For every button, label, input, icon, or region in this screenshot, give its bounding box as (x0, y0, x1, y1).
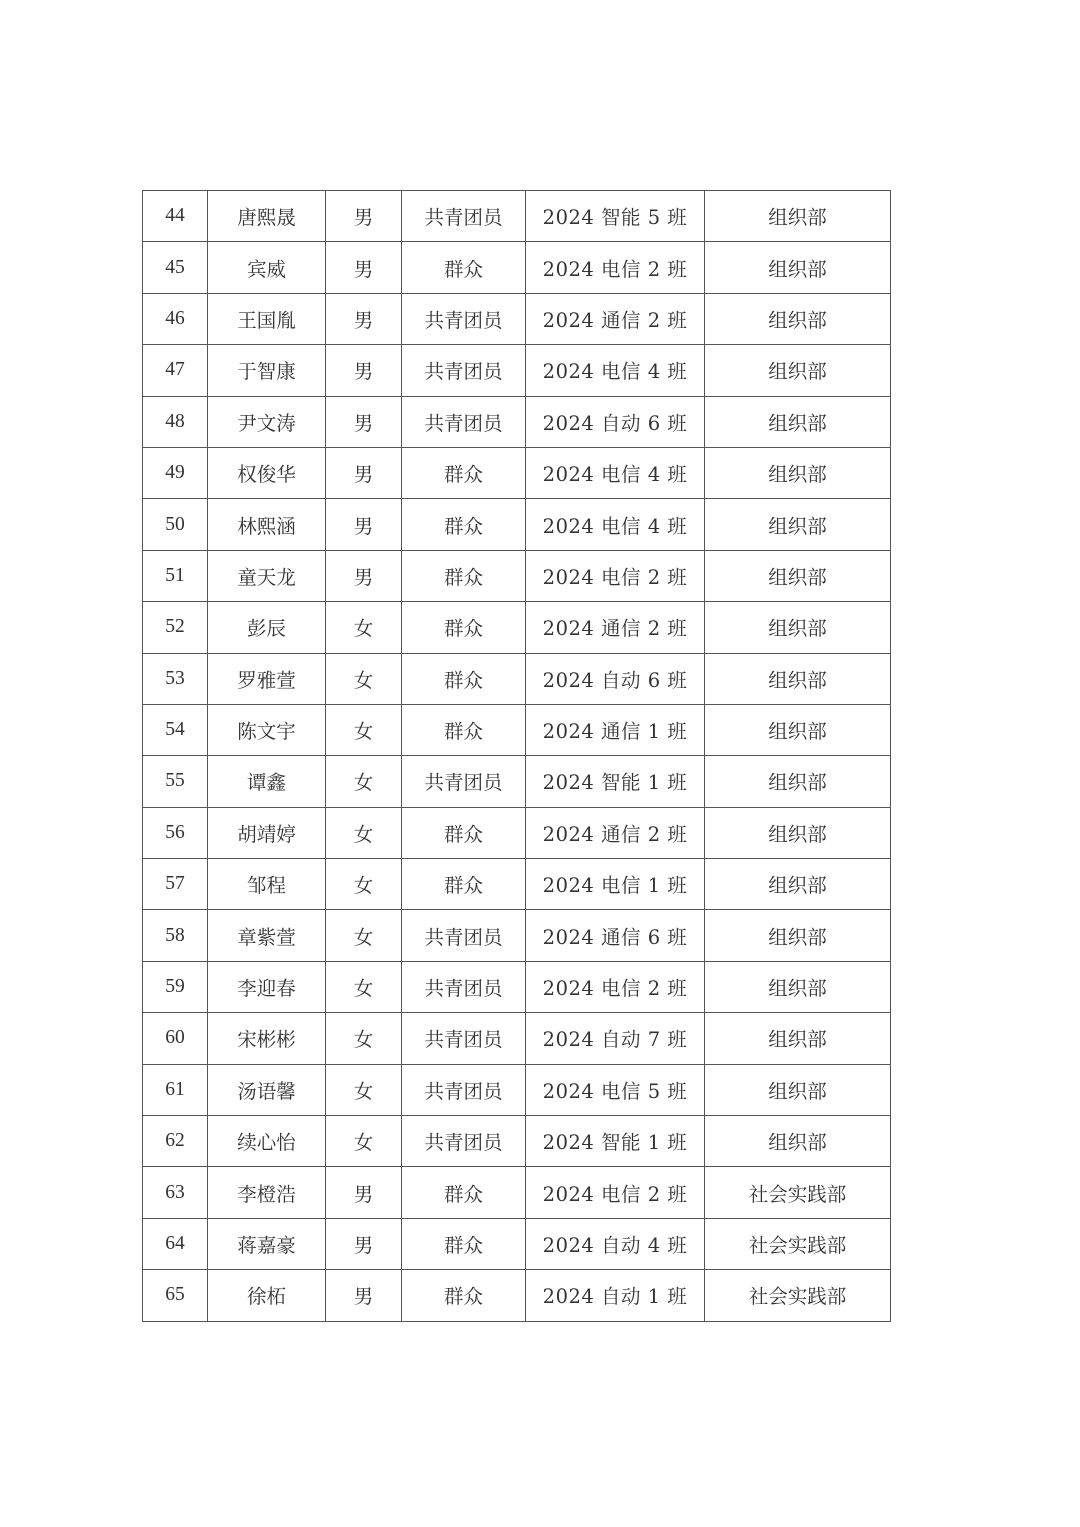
row-number: 56 (143, 807, 208, 858)
political-status: 群众 (402, 447, 526, 498)
row-number: 45 (143, 242, 208, 293)
member-department: 组织部 (705, 602, 891, 653)
table-row (143, 1064, 891, 1115)
member-name: 罗雅萱 (208, 653, 326, 704)
member-name: 彭辰 (208, 602, 326, 653)
member-department: 组织部 (705, 704, 891, 755)
member-gender: 男 (326, 242, 402, 293)
political-status: 共青团员 (402, 1116, 526, 1167)
member-department: 组织部 (705, 859, 891, 910)
member-name: 童天龙 (208, 550, 326, 601)
member-gender: 女 (326, 602, 402, 653)
member-gender: 男 (326, 550, 402, 601)
member-department: 组织部 (705, 1013, 891, 1064)
member-class: 2024 电信 4 班 (526, 345, 705, 396)
member-gender: 男 (326, 1167, 402, 1218)
political-status: 群众 (402, 550, 526, 601)
member-gender: 女 (326, 704, 402, 755)
member-class: 2024 电信 1 班 (526, 859, 705, 910)
member-class: 2024 自动 7 班 (526, 1013, 705, 1064)
political-status: 群众 (402, 602, 526, 653)
member-gender: 男 (326, 191, 402, 242)
political-status: 群众 (402, 242, 526, 293)
table-row (143, 550, 891, 601)
member-gender: 女 (326, 1064, 402, 1115)
member-gender: 女 (326, 961, 402, 1012)
member-name: 李迎春 (208, 961, 326, 1012)
member-gender: 男 (326, 1270, 402, 1321)
member-name: 宋彬彬 (208, 1013, 326, 1064)
member-class: 2024 智能 5 班 (526, 191, 705, 242)
member-department: 组织部 (705, 447, 891, 498)
member-class: 2024 电信 2 班 (526, 550, 705, 601)
member-department: 组织部 (705, 1116, 891, 1167)
member-name: 邹程 (208, 859, 326, 910)
member-name: 唐熙晟 (208, 191, 326, 242)
member-department: 组织部 (705, 345, 891, 396)
member-name: 徐柘 (208, 1270, 326, 1321)
member-name: 续心怡 (208, 1116, 326, 1167)
member-name: 王国胤 (208, 293, 326, 344)
political-status: 共青团员 (402, 1013, 526, 1064)
member-department: 组织部 (705, 242, 891, 293)
member-class: 2024 通信 2 班 (526, 293, 705, 344)
member-name: 权俊华 (208, 447, 326, 498)
member-name: 汤语馨 (208, 1064, 326, 1115)
member-class: 2024 自动 4 班 (526, 1218, 705, 1269)
row-number: 59 (143, 961, 208, 1012)
member-department: 组织部 (705, 756, 891, 807)
table-row (143, 447, 891, 498)
table-row (143, 345, 891, 396)
member-gender: 男 (326, 345, 402, 396)
political-status: 共青团员 (402, 396, 526, 447)
member-gender: 男 (326, 447, 402, 498)
table-row (143, 602, 891, 653)
member-gender: 男 (326, 499, 402, 550)
row-number: 62 (143, 1116, 208, 1167)
member-class: 2024 通信 6 班 (526, 910, 705, 961)
member-class: 2024 自动 6 班 (526, 396, 705, 447)
member-class: 2024 电信 5 班 (526, 1064, 705, 1115)
row-number: 47 (143, 345, 208, 396)
political-status: 群众 (402, 653, 526, 704)
member-department: 组织部 (705, 910, 891, 961)
member-class: 2024 自动 6 班 (526, 653, 705, 704)
table-row (143, 756, 891, 807)
political-status: 群众 (402, 807, 526, 858)
political-status: 共青团员 (402, 293, 526, 344)
row-number: 49 (143, 447, 208, 498)
row-number: 60 (143, 1013, 208, 1064)
row-number: 64 (143, 1218, 208, 1269)
table-row (143, 242, 891, 293)
political-status: 群众 (402, 1218, 526, 1269)
table-row (143, 653, 891, 704)
member-class: 2024 通信 1 班 (526, 704, 705, 755)
row-number: 55 (143, 756, 208, 807)
roster-body (143, 191, 891, 1322)
member-class: 2024 智能 1 班 (526, 1116, 705, 1167)
political-status: 群众 (402, 1167, 526, 1218)
row-number: 65 (143, 1270, 208, 1321)
member-gender: 男 (326, 293, 402, 344)
member-name: 胡靖婷 (208, 807, 326, 858)
member-department: 社会实践部 (705, 1167, 891, 1218)
member-gender: 女 (326, 1116, 402, 1167)
table-row (143, 396, 891, 447)
table-row (143, 704, 891, 755)
row-number: 53 (143, 653, 208, 704)
row-number: 54 (143, 704, 208, 755)
row-number: 52 (143, 602, 208, 653)
table-row (143, 1013, 891, 1064)
member-gender: 男 (326, 1218, 402, 1269)
member-gender: 女 (326, 910, 402, 961)
political-status: 共青团员 (402, 961, 526, 1012)
row-number: 58 (143, 910, 208, 961)
member-department: 组织部 (705, 550, 891, 601)
row-number: 51 (143, 550, 208, 601)
political-status: 共青团员 (402, 910, 526, 961)
member-class: 2024 通信 2 班 (526, 807, 705, 858)
row-number: 57 (143, 859, 208, 910)
member-class: 2024 通信 2 班 (526, 602, 705, 653)
political-status: 群众 (402, 859, 526, 910)
political-status: 共青团员 (402, 1064, 526, 1115)
member-department: 组织部 (705, 807, 891, 858)
member-department: 组织部 (705, 191, 891, 242)
member-gender: 女 (326, 807, 402, 858)
member-department: 组织部 (705, 961, 891, 1012)
table-row (143, 499, 891, 550)
political-status: 共青团员 (402, 756, 526, 807)
political-status: 群众 (402, 499, 526, 550)
table-row (143, 910, 891, 961)
row-number: 48 (143, 396, 208, 447)
table-row (143, 859, 891, 910)
table-row (143, 1270, 891, 1321)
member-gender: 女 (326, 1013, 402, 1064)
member-class: 2024 电信 2 班 (526, 242, 705, 293)
member-department: 社会实践部 (705, 1270, 891, 1321)
member-class: 2024 电信 4 班 (526, 447, 705, 498)
member-name: 尹文涛 (208, 396, 326, 447)
row-number: 63 (143, 1167, 208, 1218)
member-name: 于智康 (208, 345, 326, 396)
member-class: 2024 智能 1 班 (526, 756, 705, 807)
table-row (143, 1218, 891, 1269)
table-row (143, 191, 891, 242)
member-department: 组织部 (705, 499, 891, 550)
member-gender: 男 (326, 396, 402, 447)
row-number: 61 (143, 1064, 208, 1115)
member-gender: 女 (326, 859, 402, 910)
member-class: 2024 电信 4 班 (526, 499, 705, 550)
political-status: 共青团员 (402, 345, 526, 396)
table-row (143, 1116, 891, 1167)
member-name: 陈文宇 (208, 704, 326, 755)
political-status: 共青团员 (402, 191, 526, 242)
member-department: 组织部 (705, 396, 891, 447)
political-status: 群众 (402, 704, 526, 755)
member-gender: 女 (326, 756, 402, 807)
member-gender: 女 (326, 653, 402, 704)
member-class: 2024 电信 2 班 (526, 1167, 705, 1218)
member-class: 2024 电信 2 班 (526, 961, 705, 1012)
member-department: 社会实践部 (705, 1218, 891, 1269)
member-name: 章紫萱 (208, 910, 326, 961)
table-row (143, 807, 891, 858)
member-department: 组织部 (705, 1064, 891, 1115)
table-row (143, 293, 891, 344)
member-name: 谭鑫 (208, 756, 326, 807)
member-name: 宾威 (208, 242, 326, 293)
member-name: 蒋嘉豪 (208, 1218, 326, 1269)
political-status: 群众 (402, 1270, 526, 1321)
table-row (143, 961, 891, 1012)
table-row (143, 1167, 891, 1218)
member-roster-table (142, 190, 891, 1322)
row-number: 46 (143, 293, 208, 344)
row-number: 44 (143, 191, 208, 242)
member-class: 2024 自动 1 班 (526, 1270, 705, 1321)
member-name: 李橙浩 (208, 1167, 326, 1218)
member-department: 组织部 (705, 653, 891, 704)
row-number: 50 (143, 499, 208, 550)
member-department: 组织部 (705, 293, 891, 344)
member-name: 林熙涵 (208, 499, 326, 550)
